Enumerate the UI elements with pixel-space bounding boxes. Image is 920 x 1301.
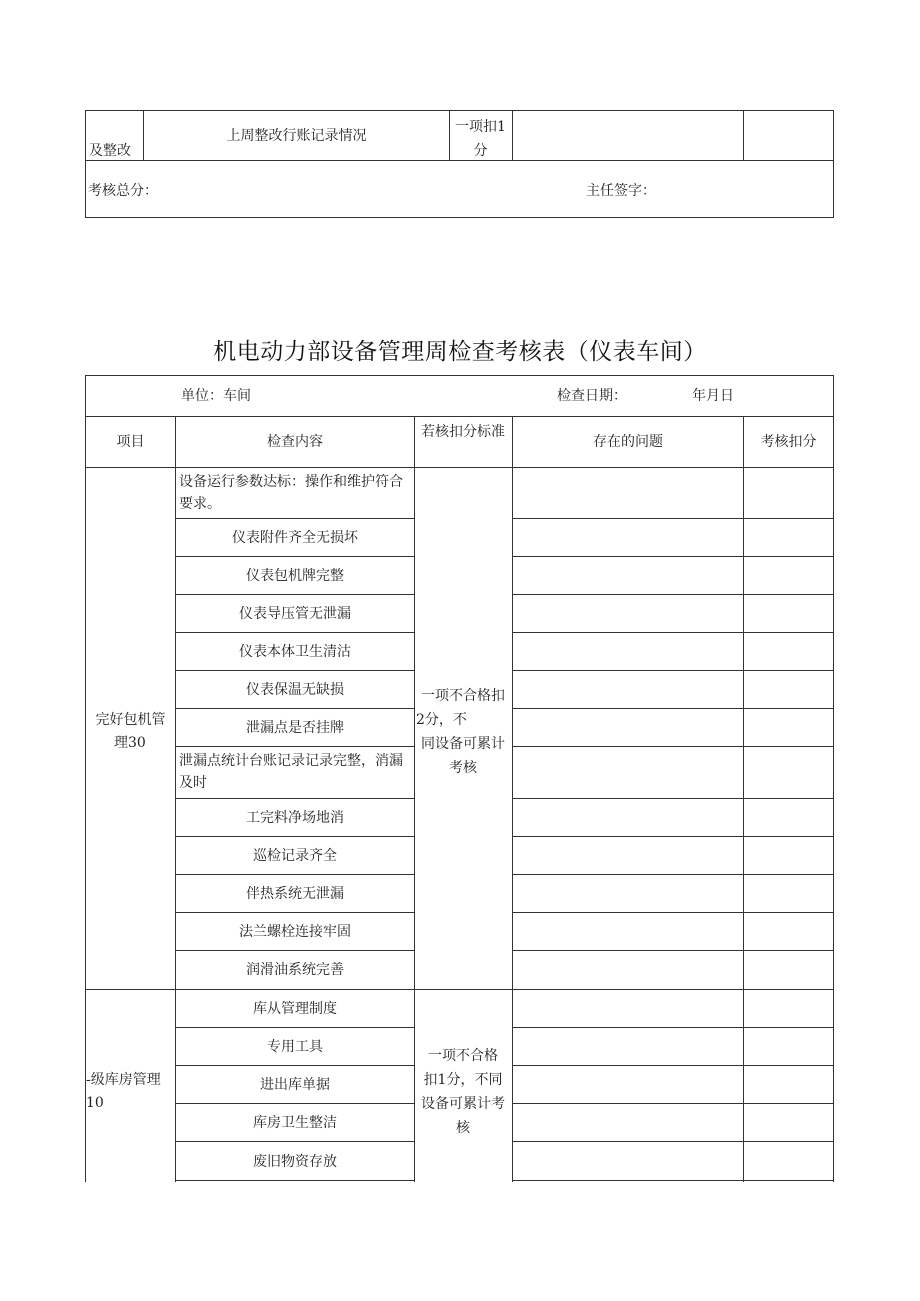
col-header-content: 检查内容 — [267, 434, 323, 450]
check-content-row: 仪表本体卫生清沽 — [239, 644, 351, 660]
page-title: 机电动力部设备管理周检查考核表（仪表车间） — [213, 339, 707, 365]
col-header-deduct: 考核扣分 — [760, 434, 817, 450]
check-content-row: 库从管理制度 — [253, 1001, 337, 1017]
check-content-row: 仪表包机牌完整 — [246, 568, 344, 584]
check-content-row: 法兰螺栓连接牢固 — [239, 924, 351, 940]
section1-standard-line2: 2分，不 — [416, 712, 467, 728]
col-header-item: 项目 — [116, 434, 145, 450]
section1-item-line1: 完好包机管 — [95, 712, 166, 728]
col-header-issues: 存在的问题 — [593, 434, 663, 450]
check-content-row: 泄漏点是否挂牌 — [246, 720, 344, 736]
section2-item-line1: -级库房管理 — [86, 1072, 161, 1088]
section2-item-line2: 10 — [86, 1095, 104, 1111]
check-date-label: 检查日期： — [557, 388, 627, 404]
check-content-row: 库房卫生整洁 — [253, 1115, 337, 1131]
check-content-row: 废旧物资存放 — [253, 1154, 337, 1170]
check-content-row: 仪表导压管无泄漏 — [239, 606, 351, 622]
top-row-standard-line2: 分 — [473, 143, 488, 159]
check-content-row: 仪表附件齐全无损坏 — [232, 530, 358, 546]
check-content-row: 仪表保温无缺损 — [246, 682, 344, 698]
check-content-row: 进出库单据 — [260, 1077, 330, 1093]
section2-standard-line2: 扣1分，不同 — [423, 1072, 503, 1088]
top-row-item: 及整改 — [89, 143, 131, 159]
section2-standard-line1: 一项不合格 — [428, 1048, 498, 1064]
section2-standard-line3: 设备可累计考 — [421, 1096, 505, 1112]
check-content-row: 设备运行参数达标：操作和维护符合要求。 — [179, 474, 403, 512]
top-row-standard-line1: 一项扣1 — [455, 119, 506, 135]
top-row-content: 上周整改行账记录情况 — [226, 128, 367, 144]
score-total-label: 考核总分： — [88, 183, 158, 199]
section1-item-line2: 理30 — [114, 735, 146, 751]
section1-standard-line3: 同设备可累计 — [421, 736, 505, 752]
check-content-row: 伴热系统无泄漏 — [246, 886, 344, 902]
check-date-value: 年月日 — [692, 388, 734, 404]
check-content-row: 专用工具 — [267, 1039, 323, 1055]
unit-label: 单位：车间 — [181, 388, 251, 404]
col-header-standard: 若核扣分标准 — [421, 424, 505, 440]
check-content-row: 巡检记录齐全 — [253, 848, 337, 864]
check-content-row: 工完料净场地消 — [246, 810, 344, 826]
section2-standard-line4: 核 — [456, 1120, 470, 1136]
section1-standard-line1: 一项不合格扣 — [421, 688, 505, 704]
director-sign-label: 主任签字： — [586, 183, 656, 199]
section1-standard-line4: 考核 — [449, 760, 477, 776]
check-content-row: 润滑油系统完善 — [246, 962, 344, 978]
check-content-row: 泄漏点统计台账记录记录完整，消漏及时 — [179, 753, 403, 791]
